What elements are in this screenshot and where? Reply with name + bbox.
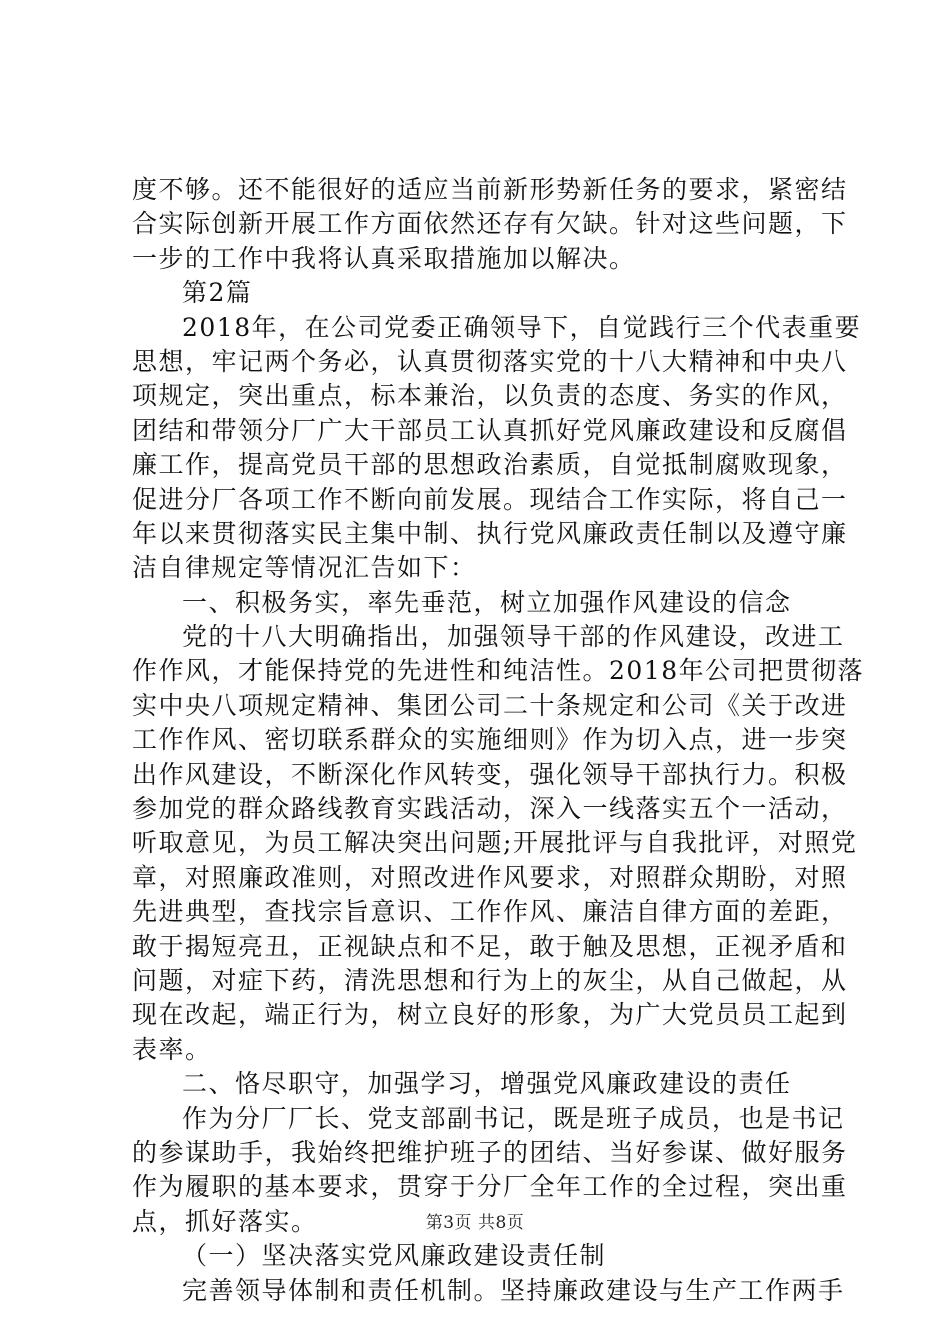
text-line: 的参谋助手，我始终把维护班子的团结、当好参谋、做好服务 bbox=[132, 1137, 848, 1167]
text-line: 二、恪尽职守，加强学习，增强党风廉政建设的责任 bbox=[182, 1069, 792, 1099]
text-line: 项规定，突出重点，标本兼治，以负责的态度、务实的作风， bbox=[132, 381, 848, 411]
text-line: 点，抓好落实。 bbox=[132, 1206, 318, 1236]
text-line: 思想，牢记两个务必，认真贯彻落实党的十八大精神和中央八 bbox=[132, 346, 848, 376]
text-line: 完善领导体制和责任机制。坚持廉政建设与生产工作两手 bbox=[182, 1275, 845, 1305]
text-line: 廉工作，提高党员干部的思想政治素质，自觉抵制腐败现象， bbox=[132, 450, 848, 480]
text-line: 作作风，才能保持党的先进性和纯洁性。2018年公司把贯彻落 bbox=[132, 656, 865, 686]
text-line: 第2篇 bbox=[182, 278, 253, 308]
text-line: 出作风建设，不断深化作风转变，强化领导干部执行力。积极 bbox=[132, 759, 848, 789]
text-line: 表率。 bbox=[132, 1034, 212, 1064]
text-line: 敢于揭短亮丑，正视缺点和不足，敢于触及思想，正视矛盾和 bbox=[132, 931, 848, 961]
text-line: 一步的工作中我将认真采取措施加以解决。 bbox=[132, 243, 636, 273]
text-line: 工作作风、密切联系群众的实施细则》作为切入点，进一步突 bbox=[132, 725, 848, 755]
text-line: 洁自律规定等情况汇告如下： bbox=[132, 553, 477, 583]
text-line: 团结和带领分厂广大干部员工认真抓好党风廉政建设和反腐倡 bbox=[132, 415, 848, 445]
text-line: 听取意见，为员工解决突出问题;开展批评与自我批评，对照党 bbox=[132, 828, 858, 858]
text-line: 现在改起，端正行为，树立良好的形象，为广大党员员工起到 bbox=[132, 1000, 848, 1030]
text-line: 年以来贯彻落实民主集中制、执行党风廉政责任制以及遵守廉 bbox=[132, 518, 848, 548]
text-line: 问题，对症下药，清洗思想和行为上的灰尘，从自己做起，从 bbox=[132, 965, 848, 995]
text-line: 章，对照廉政准则，对照改进作风要求，对照群众期盼，对照 bbox=[132, 862, 848, 892]
text-line: 先进典型，查找宗旨意识、工作作风、廉洁自律方面的差距， bbox=[132, 897, 848, 927]
text-line: 促进分厂各项工作不断向前发展。现结合工作实际，将自己一 bbox=[132, 484, 848, 514]
page-footer: 第3页 共8页 bbox=[425, 1213, 525, 1233]
text-line: 作为分厂厂长、党支部副书记，既是班子成员，也是书记 bbox=[182, 1103, 845, 1133]
text-line: 实中央八项规定精神、集团公司二十条规定和公司《关于改进 bbox=[132, 690, 848, 720]
text-line: 一、积极务实，率先垂范，树立加强作风建设的信念 bbox=[182, 587, 792, 617]
text-line: 度不够。还不能很好的适应当前新形势新任务的要求，紧密结 bbox=[132, 175, 848, 204]
document-body bbox=[132, 173, 865, 1308]
text-line: 2018年，在公司党委正确领导下，自觉践行三个代表重要 bbox=[182, 312, 862, 342]
text-line: （一）坚决落实党风廉政建设责任制 bbox=[182, 1241, 607, 1271]
text-line: 参加党的群众路线教育实践活动，深入一线落实五个一活动， bbox=[132, 794, 848, 824]
text-line: 合实际创新开展工作方面依然还存有欠缺。针对这些问题，下 bbox=[132, 209, 848, 239]
text-line: 作为履职的基本要求，贯穿于分厂全年工作的全过程，突出重 bbox=[132, 1172, 848, 1202]
text-line: 党的十八大明确指出，加强领导干部的作风建设，改进工 bbox=[182, 622, 845, 652]
